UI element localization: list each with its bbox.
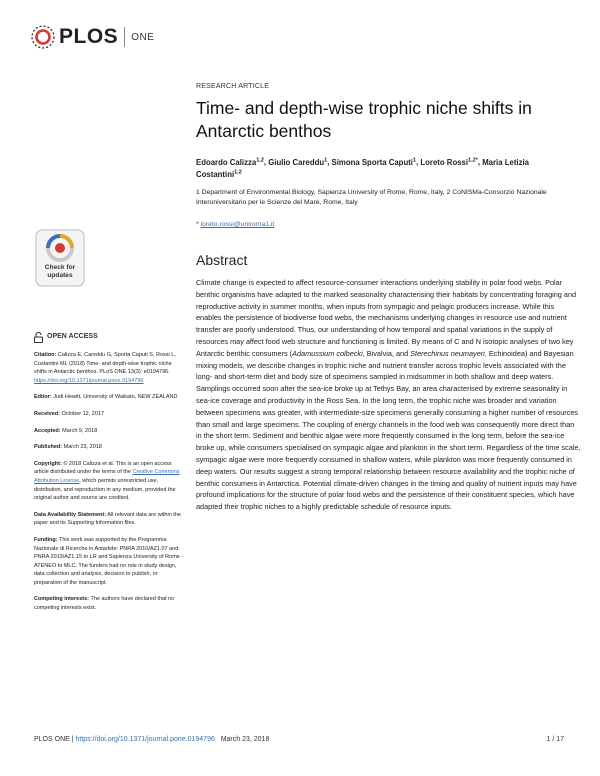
author[interactable]: Simona Sporta Caputi$^1$ — [331, 157, 417, 167]
funding: Funding: This work was supported by the Programma Nazionale di Ricerche in Antartide: PNRA 2010/AZ1.07 and PNRA 2013/AZ1.15 to LR and Sapienza University of Rome - ATENEO to MLC. The funders had no role in study design, data collection and analysis, decision to publish, or preparation of the manuscript. — [34, 536, 184, 586]
accepted-date: Accepted: March 9, 2018 — [34, 427, 98, 434]
editor-info: Editor: Judi Hewitt, University of Waikato, NEW ZEALAND — [34, 394, 178, 401]
abstract-heading: Abstract — [196, 252, 248, 268]
license-link[interactable]: Creative Commons Attribution License — [34, 469, 180, 484]
open-access-badge: OPEN ACCESS — [34, 332, 184, 343]
author[interactable]: Loreto Rossi$^{1,2*}$ — [420, 157, 478, 167]
citation-doi-link[interactable]: https://doi.org/10.1371/journal.pone.0194796 — [34, 377, 144, 384]
received-date: Received: October 12, 2017 — [34, 410, 105, 417]
footer-date: March 23, 2018 — [220, 736, 270, 743]
journal-name: ONE — [131, 31, 155, 43]
author[interactable]: Giulio Careddu$^1$ — [268, 157, 328, 167]
footer-journal: PLOS ONE — [34, 736, 70, 743]
email-link[interactable]: loreto.rossi@uniroma1.it — [200, 221, 275, 228]
article-type: RESEARCH ARTICLE — [196, 83, 270, 90]
page-number: 1 / 17 — [546, 736, 564, 743]
page-footer: PLOS ONE | https://doi.org/10.1371/journal.pone.0194796 March 23, 2018 1 / 17 — [34, 736, 564, 743]
check-for-updates-label[interactable]: Check for updates — [44, 264, 76, 279]
published-date: Published: March 23, 2018 — [34, 444, 102, 451]
plos-logo-icon — [30, 24, 56, 50]
affiliations: 1 Department of Environmental Biology, Sapienza University of Rome, Rome, Italy, 2 CoNISMa-Consorzio Nazionale Interuniversitario per le Scienze del Mare, Rome, Italy — [196, 189, 547, 206]
logo-divider — [124, 27, 125, 47]
corresponding-email: * loreto.rossi@uniroma1.it — [196, 221, 275, 228]
plos-brand-text: PLOS — [59, 25, 119, 48]
author-list: Edoardo Calizza$^{1,2}$, Giulio Careddu$^1$, Simona Sporta Caputi$^1$, Loreto Rossi$^{1,2*}$, Maria Letizia Costantini$^{1,2}$ — [196, 157, 529, 180]
author[interactable]: Edoardo Calizza$^{1,2}$ — [196, 157, 264, 167]
abstract-text: Climate change is expected to affect resource-consumer interactions underlying stability in polar food webs. Polar benthic organisms have adapted to the marked seasonality characterising their habitats by concentrating foraging and reproductive activity in summer months, when inputs from sympagic and pelagic producers increase. While this enables the persistence of biodiverse food webs, the mechanisms underlying changes in resource use and nutrient transfer are poorly understood. Thus, our understanding of how temporal and spatial variations in the supply of resources may affect food web structure and functioning is limited. By means of C and N isotopic analyses of two key Antarctic benthic consumers (Adamussium colbecki, Bivalvia, and Sterechinus neumayeri, Echinoidea) and Bayesian mixing models, we describe changes in trophic niche and nutrient transfer across trophic levels associated with the long- and short-term diet and body size of specimens sampled in midsummer in both shallow and deep waters. Samplings occurred soon after the sea-ice broke up at Tethys Bay, an area characterised by extreme seasonality in sea-ice coverage and productivity in the Ross Sea. In the long term, the trophic niche was broader and variation between specimens was greater, with intermediate-size specimens generally consuming a higher number of resources than small and large specimens. The coupling of energy channels in the food web was consequently more direct than in the short term. Sediment and benthic algae were more frequently consumed in the long term, before the sea-ice broke up, while consumers specialised on sympagic algae and plankton in the short term. Regardless of the time scale, sympagic algae were more frequently consumed in shallow waters, while plankton was more frequently consumed in deep waters. Our results suggest a strong temporal relationship between resource availability and the trophic niche of benthic consumers in Antarctica. Potential climate-driven changes in the timing and quality of nutrient inputs may have profound implications for the structure of polar food webs and the persistence of their constituent species, which have adapted their trophic niches to a highly predictable schedule of resource inputs. — [196, 278, 581, 512]
data-availability: Data Availability Statement: All relevant data are within the paper and its Supporting Information files. — [34, 511, 181, 527]
copyright: Copyright: © 2018 Calizza et al. This is an open access article distributed under the terms of the Creative Commons Attribution License, which permits unrestricted use, distribution, and reproduction in any medium, provided the original author and source are credited. — [34, 460, 180, 502]
article-title: Time- and depth-wise trophic niche shifts in Antarctic benthos — [196, 98, 532, 141]
open-lock-icon — [34, 332, 43, 343]
article-info-sidebar — [34, 332, 184, 621]
citation: Citation: Calizza E, Careddu G, Sporta Caputi S, Rossi L, Costantini ML (2018) Time- and depth-wise trophic niche shifts in Antarctic benthos. PLoS ONE 13(3): e0194796. https://doi.org/10.1371/journal.pone.0194796 — [34, 352, 176, 384]
competing-interests: Competing interests: The authors have declared that no competing interests exist. — [34, 596, 175, 612]
author[interactable]: Maria Letizia Costantini$^{1,2}$ — [196, 157, 529, 180]
footer-doi-link[interactable]: https://doi.org/10.1371/journal.pone.0194796 — [75, 736, 215, 743]
plos-one-logo[interactable] — [30, 24, 154, 50]
